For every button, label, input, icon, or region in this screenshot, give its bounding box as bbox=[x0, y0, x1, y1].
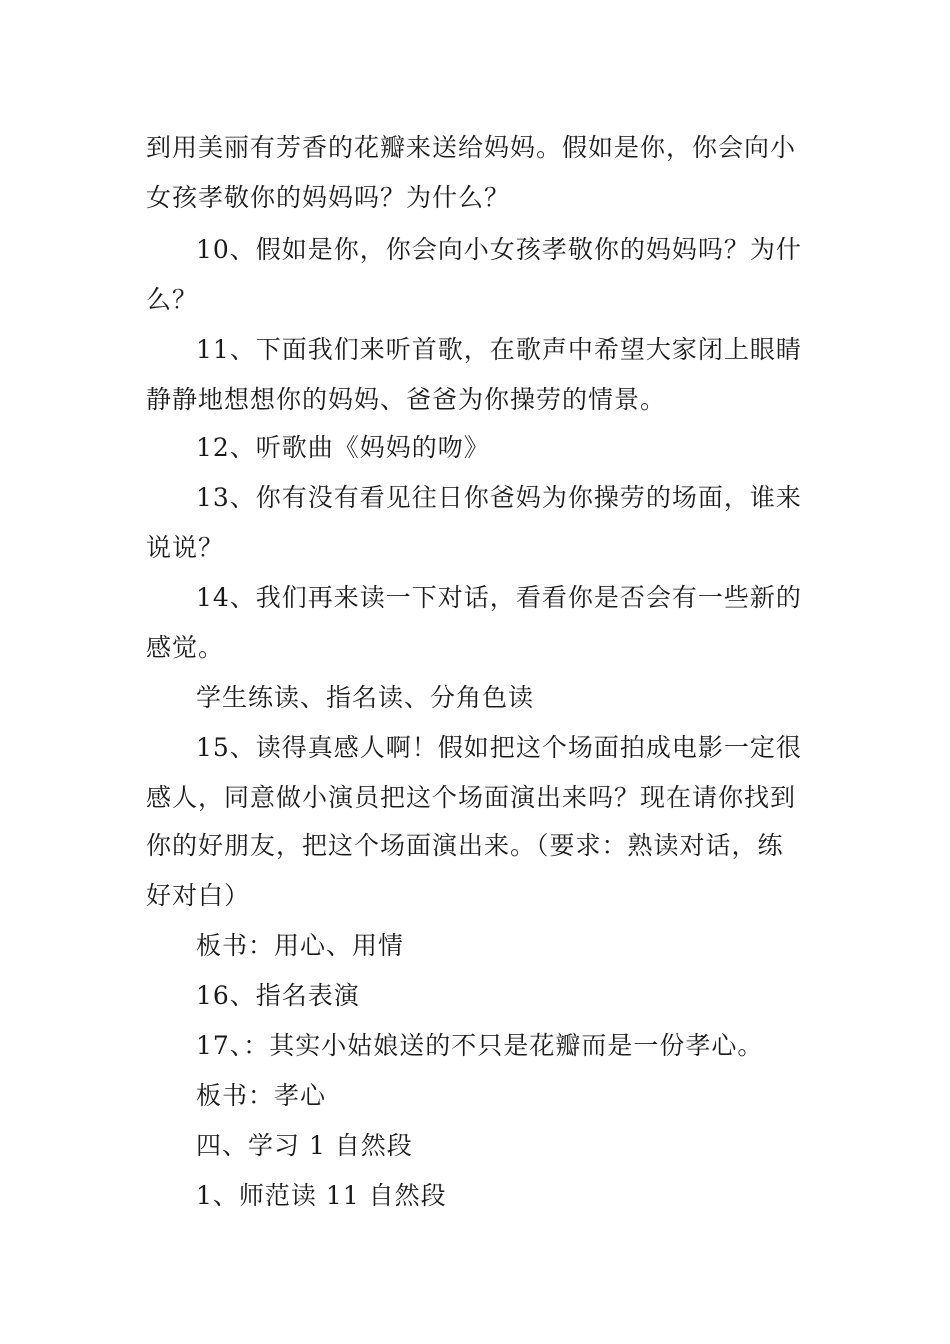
text-line: 12、听歌曲《妈妈的吻》 bbox=[196, 433, 490, 462]
text-line: 你的好朋友，把这个场面演出来。（要求：熟读对话，练 bbox=[146, 831, 784, 860]
text-line: 1、师范读 11 自然段 bbox=[196, 1181, 447, 1210]
text-line: 14、我们再来读一下对话，看看你是否会有一些新的 bbox=[196, 583, 802, 612]
text-line: 15、读得真感人啊！假如把这个场面拍成电影一定很 bbox=[196, 733, 802, 762]
text-line: 板书：孝心 bbox=[196, 1081, 327, 1110]
text-line: 10、假如是你，你会向小女孩孝敬你的妈妈吗？为什 bbox=[196, 235, 802, 264]
text-line: 感觉。 bbox=[146, 633, 225, 662]
text-line: 学生练读、指名读、分角色读 bbox=[196, 683, 535, 712]
text-line: 11、下面我们来听首歌，在歌声中希望大家闭上眼睛 bbox=[196, 335, 802, 364]
text-line: 么？ bbox=[146, 285, 199, 314]
text-line: 到用美丽有芳香的花瓣来送给妈妈。假如是你，你会向小 bbox=[146, 133, 797, 162]
text-line: 感人，同意做小演员把这个场面演出来吗？现在请你找到 bbox=[146, 783, 797, 812]
text-line: 四、学习 1 自然段 bbox=[196, 1131, 413, 1160]
text-line: 17、：其实小姑娘送的不只是花瓣而是一份孝心。 bbox=[196, 1031, 764, 1060]
text-line: 16、指名表演 bbox=[196, 981, 360, 1010]
text-line: 13、你有没有看见往日你爸妈为你操劳的场面，谁来 bbox=[196, 483, 802, 512]
text-line: 说说？ bbox=[146, 533, 225, 562]
text-line: 静静地想想你的妈妈、爸爸为你操劳的情景。 bbox=[146, 385, 667, 414]
text-line: 板书：用心、用情 bbox=[196, 931, 405, 960]
text-line: 好对白） bbox=[146, 881, 251, 910]
text-line: 女孩孝敬你的妈妈吗？为什么？ bbox=[146, 183, 511, 212]
